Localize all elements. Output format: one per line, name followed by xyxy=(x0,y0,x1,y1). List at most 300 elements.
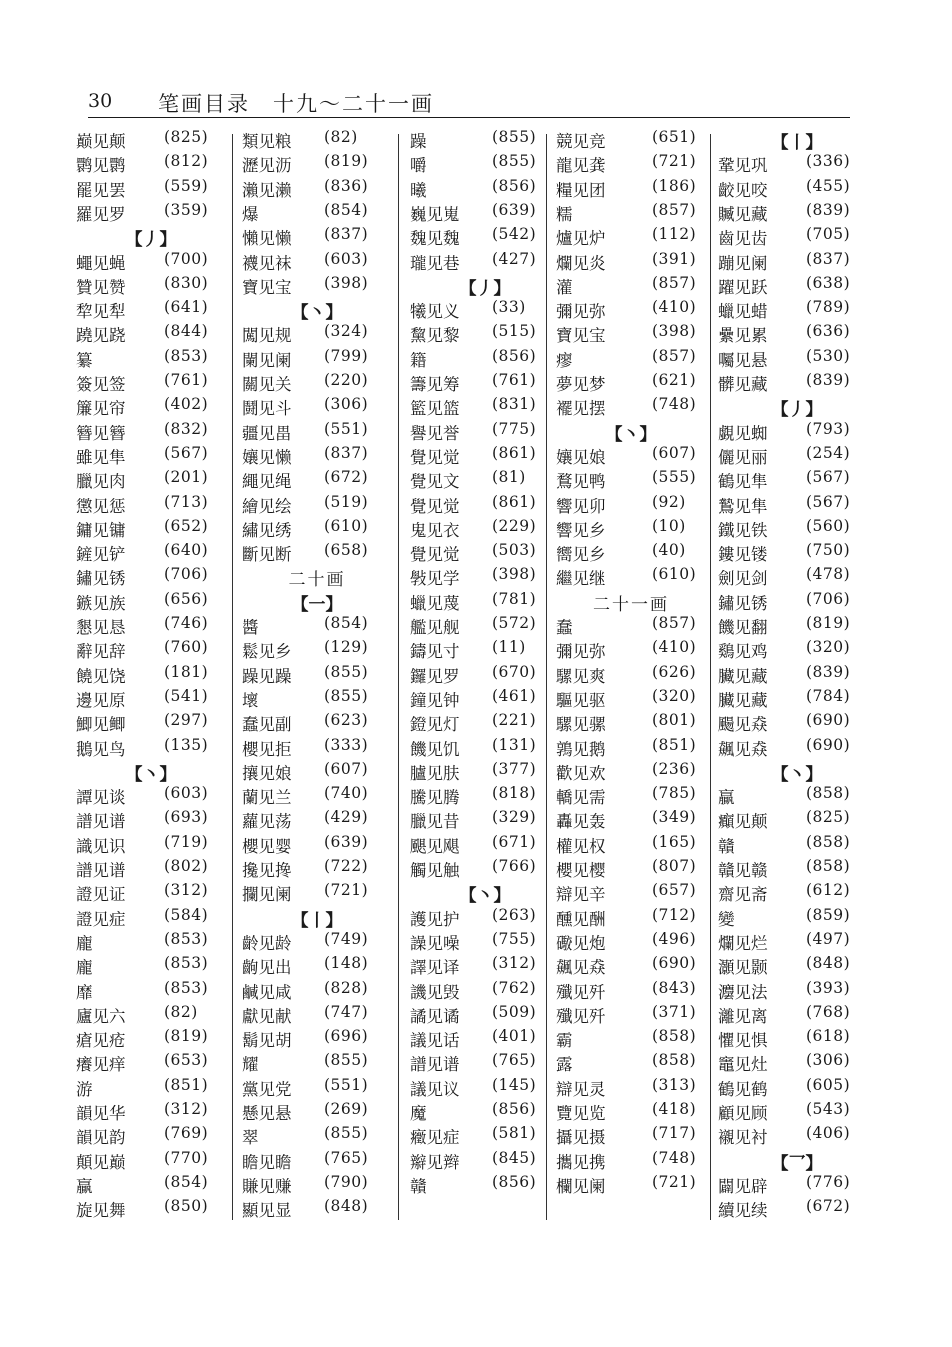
entry-page-ref: (857) xyxy=(652,273,697,292)
entry-term: 蠢见副 xyxy=(242,715,292,735)
index-entry xyxy=(410,906,560,930)
column-divider xyxy=(232,134,233,1220)
entry-term: 灌 xyxy=(556,277,573,297)
index-entry xyxy=(242,857,392,881)
entry-term: 賺见赚 xyxy=(242,1176,292,1196)
index-entry xyxy=(410,152,560,176)
entry-term: 魏见魏 xyxy=(410,229,460,249)
entry-term: 覽见览 xyxy=(556,1104,606,1123)
entry-page-ref: (135) xyxy=(164,735,209,754)
entry-page-ref: (858) xyxy=(652,1051,697,1070)
entry-page-ref: (496) xyxy=(652,929,697,948)
index-entry xyxy=(76,152,226,176)
entry-page-ref: (306) xyxy=(324,395,369,414)
entry-term: 贓见藏 xyxy=(718,204,768,224)
index-entry xyxy=(556,1100,706,1124)
index-entry xyxy=(76,687,226,711)
entry-term: 鞏见巩 xyxy=(718,156,768,176)
entry-term: 譽见誉 xyxy=(410,423,460,443)
entry-page-ref: (828) xyxy=(324,978,369,997)
entry-page-ref: (509) xyxy=(492,1002,537,1021)
stroke-section-heading: 【丶】 xyxy=(291,303,343,324)
index-entry xyxy=(718,225,876,249)
index-entry xyxy=(556,493,706,517)
entry-term: 巅见颠 xyxy=(76,132,126,151)
entry-term: 證见症 xyxy=(76,909,126,929)
entry-page-ref: (653) xyxy=(164,1051,209,1070)
entry-term: 饑见翻 xyxy=(718,618,768,637)
entry-term: 蘭见兰 xyxy=(242,788,292,808)
entry-page-ref: (853) xyxy=(164,929,209,948)
entry-page-ref: (854) xyxy=(324,614,369,632)
entry-page-ref: (371) xyxy=(652,1002,697,1021)
index-entry xyxy=(76,614,226,638)
entry-term: 贏 xyxy=(718,788,735,808)
entry-page-ref: (858) xyxy=(806,784,851,803)
entry-term: 齋见斋 xyxy=(718,885,768,905)
index-entry xyxy=(410,1003,560,1027)
entry-page-ref: (746) xyxy=(164,614,209,632)
entry-term: 闖见规 xyxy=(242,326,292,346)
entry-page-ref: (861) xyxy=(492,443,537,462)
index-entry xyxy=(242,808,392,832)
entry-term: 瀝见沥 xyxy=(242,156,292,176)
entry-page-ref: (567) xyxy=(806,468,851,487)
entry-term: 響见卯 xyxy=(556,496,606,516)
entry-term: 孃见懒 xyxy=(242,447,292,467)
entry-page-ref: (848) xyxy=(806,954,851,973)
entry-term: 纂 xyxy=(76,350,93,370)
entry-term: 蠟见蜡 xyxy=(718,302,768,322)
entry-term: 顛见巅 xyxy=(76,1152,126,1172)
index-entry xyxy=(242,614,392,638)
entry-term: 翠 xyxy=(242,1128,259,1148)
index-entry xyxy=(718,201,876,225)
entry-page-ref: (766) xyxy=(492,857,537,875)
entry-page-ref: (610) xyxy=(652,565,697,584)
index-entry xyxy=(718,1051,876,1075)
entry-page-ref: (636) xyxy=(806,322,851,341)
index-entry xyxy=(410,347,560,371)
entry-term: 廬见六 xyxy=(76,1006,126,1026)
entry-page-ref: (560) xyxy=(806,516,851,535)
index-entry xyxy=(718,152,876,176)
index-entry xyxy=(556,128,706,152)
index-entry xyxy=(718,1100,876,1124)
index-entry xyxy=(242,541,392,565)
entry-page-ref: (799) xyxy=(324,346,369,365)
entry-term: 躁 xyxy=(410,132,427,151)
index-entry xyxy=(556,250,706,274)
index-entry xyxy=(76,1124,226,1148)
index-entry xyxy=(76,1003,226,1027)
entry-term: 顧见顾 xyxy=(718,1104,768,1123)
entry-page-ref: (801) xyxy=(652,711,697,730)
index-entry xyxy=(410,565,560,589)
entry-term: 籍 xyxy=(410,350,427,370)
entry-page-ref: (755) xyxy=(492,929,537,948)
entry-term: 疆见畕 xyxy=(242,423,292,443)
entry-page-ref: (719) xyxy=(164,832,209,851)
stroke-section-heading: 【丨】 xyxy=(291,910,343,931)
entry-page-ref: (638) xyxy=(806,273,851,292)
entry-page-ref: (639) xyxy=(324,832,369,851)
index-entry xyxy=(242,444,392,468)
entry-term: 鑼见罗 xyxy=(410,666,460,686)
index-entry xyxy=(410,1124,560,1148)
entry-term: 糯 xyxy=(556,204,573,224)
entry-page-ref: (11) xyxy=(492,638,526,657)
index-entry xyxy=(410,808,560,832)
index-entry xyxy=(718,250,876,274)
index-entry xyxy=(410,930,560,954)
index-entry xyxy=(718,1173,876,1197)
entry-page-ref: (722) xyxy=(324,857,369,875)
index-entry xyxy=(242,468,392,492)
index-entry xyxy=(76,930,226,954)
entry-term: 闌见阑 xyxy=(242,350,292,370)
entry-page-ref: (543) xyxy=(806,1100,851,1118)
index-entry xyxy=(410,1027,560,1051)
stroke-section-heading: 【丿】 xyxy=(771,400,823,421)
entry-page-ref: (607) xyxy=(652,443,697,462)
entry-page-ref: (850) xyxy=(164,1197,209,1216)
index-entry xyxy=(410,395,560,419)
entry-page-ref: (33) xyxy=(492,298,526,317)
entry-page-ref: (503) xyxy=(492,541,537,560)
index-entry xyxy=(718,1076,876,1100)
entry-term: 護见护 xyxy=(410,909,460,929)
index-entry xyxy=(76,906,226,930)
index-entry xyxy=(242,517,392,541)
index-entry xyxy=(410,177,560,201)
entry-term: 艦见舰 xyxy=(410,618,460,637)
index-entry xyxy=(718,322,876,346)
entry-page-ref: (858) xyxy=(652,1027,697,1046)
entry-term: 斷见断 xyxy=(242,545,292,565)
entry-term: 覺见文 xyxy=(410,472,460,492)
index-entry xyxy=(242,979,392,1003)
entry-term: 饒见饶 xyxy=(76,666,126,686)
page-header xyxy=(88,86,850,120)
entry-page-ref: (747) xyxy=(324,1002,369,1021)
entry-term: 贊见赞 xyxy=(76,277,126,297)
entry-term: 簾见帘 xyxy=(76,399,126,419)
index-entry xyxy=(718,590,876,614)
index-entry xyxy=(718,833,876,857)
entry-term: 彌见弥 xyxy=(556,302,606,322)
entry-term: 鶩见鸭 xyxy=(556,472,606,492)
entry-page-ref: (793) xyxy=(806,419,851,438)
entry-page-ref: (393) xyxy=(806,978,851,997)
entry-page-ref: (612) xyxy=(806,881,851,900)
entry-page-ref: (349) xyxy=(652,808,697,827)
entry-term: 灋见法 xyxy=(718,982,768,1002)
entry-term: 贛 xyxy=(410,1176,427,1196)
entry-term: 灝见颢 xyxy=(718,958,768,978)
index-entry xyxy=(718,1124,876,1148)
entry-page-ref: (555) xyxy=(652,468,697,487)
entry-page-ref: (603) xyxy=(164,784,209,803)
entry-page-ref: (186) xyxy=(652,176,697,195)
entry-page-ref: (269) xyxy=(324,1100,369,1118)
entry-page-ref: (651) xyxy=(652,128,697,146)
entry-page-ref: (263) xyxy=(492,905,537,924)
entry-term: 響见乡 xyxy=(556,520,606,540)
entry-page-ref: (657) xyxy=(652,881,697,900)
index-entry xyxy=(718,663,876,687)
entry-term: 騾见骡 xyxy=(556,715,606,735)
index-entry xyxy=(242,1051,392,1075)
entry-term: 繡见绣 xyxy=(242,520,292,540)
index-entry xyxy=(410,1100,560,1124)
stroke-section-heading: 【丶】 xyxy=(605,424,657,445)
entry-page-ref: (769) xyxy=(164,1124,209,1143)
entry-term: 譜见谱 xyxy=(76,812,126,832)
entry-page-ref: (837) xyxy=(324,443,369,462)
entry-term: 譟见噪 xyxy=(410,933,460,953)
index-entry xyxy=(556,347,706,371)
entry-page-ref: (398) xyxy=(652,322,697,341)
entry-term: 鏽见锈 xyxy=(718,593,768,613)
entry-page-ref: (762) xyxy=(492,978,537,997)
index-entry xyxy=(556,736,706,760)
index-entry xyxy=(76,1027,226,1051)
entry-term: 覷见蜘 xyxy=(718,423,768,443)
index-entry xyxy=(556,1051,706,1075)
entry-term: 黧见黎 xyxy=(410,326,460,346)
entry-term: 辯见灵 xyxy=(556,1079,606,1099)
index-entry xyxy=(410,590,560,614)
entry-page-ref: (201) xyxy=(164,468,209,487)
entry-page-ref: (559) xyxy=(164,176,209,195)
index-entry xyxy=(242,784,392,808)
entry-page-ref: (418) xyxy=(652,1100,697,1118)
entry-page-ref: (856) xyxy=(492,346,537,365)
entry-term: 魔 xyxy=(410,1104,427,1123)
index-entry xyxy=(242,371,392,395)
entry-page-ref: (623) xyxy=(324,711,369,730)
entry-term: 變 xyxy=(718,909,735,929)
index-entry xyxy=(556,371,706,395)
entry-page-ref: (670) xyxy=(492,662,537,681)
entry-term: 犂见犁 xyxy=(76,302,126,322)
entry-page-ref: (839) xyxy=(806,200,851,219)
entry-term: 覺见觉 xyxy=(410,447,460,467)
entry-page-ref: (693) xyxy=(164,808,209,827)
entry-term: 瓏见巷 xyxy=(410,253,460,273)
entry-page-ref: (312) xyxy=(164,1100,209,1118)
entry-term: 歡见欢 xyxy=(556,763,606,783)
stroke-section-heading: 【丨】 xyxy=(771,133,823,153)
entry-page-ref: (781) xyxy=(492,589,537,608)
entry-term: 齣见出 xyxy=(242,958,292,978)
entry-page-ref: (775) xyxy=(492,419,537,438)
index-entry xyxy=(76,638,226,662)
entry-term: 攝见摄 xyxy=(556,1128,606,1148)
entry-page-ref: (584) xyxy=(164,905,209,924)
index-entry xyxy=(556,201,706,225)
index-entry xyxy=(76,128,226,152)
entry-term: 爛见炎 xyxy=(556,253,606,273)
entry-term: 鏃见族 xyxy=(76,593,126,613)
index-entry xyxy=(410,638,560,662)
entry-term: 覺见觉 xyxy=(410,496,460,516)
index-entry xyxy=(556,152,706,176)
entry-page-ref: (845) xyxy=(492,1148,537,1167)
index-entry xyxy=(718,565,876,589)
entry-term: 蠅见蝇 xyxy=(76,253,126,273)
entry-page-ref: (839) xyxy=(806,662,851,681)
entry-term: 礮见炮 xyxy=(556,933,606,953)
entry-term: 櫻见拒 xyxy=(242,739,292,759)
entry-page-ref: (497) xyxy=(806,929,851,948)
entry-page-ref: (333) xyxy=(324,735,369,754)
entry-term: 犧见义 xyxy=(410,302,460,322)
stroke-section-heading: 【丿】 xyxy=(459,278,511,299)
entry-page-ref: (672) xyxy=(324,468,369,487)
entry-page-ref: (717) xyxy=(652,1124,697,1143)
entry-term: 鏟见铲 xyxy=(76,545,126,565)
stroke-section-heading: 【乛】 xyxy=(771,1153,823,1174)
column-divider xyxy=(398,134,399,1220)
entry-term: 曦 xyxy=(410,180,427,200)
index-entry xyxy=(556,1027,706,1051)
entry-term: 羅见罗 xyxy=(76,204,126,224)
index-entry xyxy=(76,590,226,614)
entry-page-ref: (785) xyxy=(652,784,697,803)
entry-page-ref: (740) xyxy=(324,784,369,803)
entry-page-ref: (672) xyxy=(806,1197,851,1216)
index-entry xyxy=(718,614,876,638)
index-entry xyxy=(76,1149,226,1173)
entry-page-ref: (784) xyxy=(806,686,851,705)
entry-page-ref: (748) xyxy=(652,395,697,414)
entry-page-ref: (671) xyxy=(492,832,537,851)
entry-page-ref: (461) xyxy=(492,686,537,705)
entry-page-ref: (551) xyxy=(324,419,369,438)
entry-term: 鐘见钟 xyxy=(410,690,460,710)
entry-page-ref: (572) xyxy=(492,614,537,632)
entry-term: 耀 xyxy=(242,1055,259,1075)
index-entry xyxy=(242,954,392,978)
entry-page-ref: (789) xyxy=(806,298,851,317)
entry-term: 巍见嵬 xyxy=(410,204,460,224)
entry-term: 癥见症 xyxy=(410,1128,460,1148)
entry-term: 攘见娘 xyxy=(242,763,292,783)
entry-term: 霸 xyxy=(556,1031,573,1051)
index-entry xyxy=(76,954,226,978)
index-entry xyxy=(242,1027,392,1051)
entry-term: 贏 xyxy=(76,1176,93,1196)
entry-term: 游 xyxy=(76,1079,93,1099)
entry-term: 繪见绘 xyxy=(242,496,292,516)
entry-page-ref: (329) xyxy=(492,808,537,827)
index-entry xyxy=(410,1173,560,1197)
entry-page-ref: (770) xyxy=(164,1148,209,1167)
entry-page-ref: (401) xyxy=(492,1027,537,1046)
entry-term: 懇见恳 xyxy=(76,618,126,637)
entry-term: 臟见藏 xyxy=(718,690,768,710)
index-entry xyxy=(76,881,226,905)
entry-page-ref: (410) xyxy=(652,298,697,317)
index-entry xyxy=(556,857,706,881)
entry-term: 龐 xyxy=(76,958,93,978)
index-entry xyxy=(242,881,392,905)
entry-page-ref: (830) xyxy=(164,273,209,292)
entry-page-ref: (377) xyxy=(492,759,537,778)
index-entry xyxy=(718,420,876,444)
entry-page-ref: (855) xyxy=(324,1124,369,1143)
index-entry xyxy=(76,1197,226,1221)
entry-page-ref: (406) xyxy=(806,1124,851,1143)
entry-term: 贛 xyxy=(718,836,735,856)
entry-term: 癢见痒 xyxy=(76,1055,126,1075)
entry-page-ref: (10) xyxy=(652,516,686,535)
index-entry xyxy=(718,857,876,881)
entry-page-ref: (621) xyxy=(652,371,697,389)
index-entry xyxy=(76,979,226,1003)
index-entry xyxy=(242,736,392,760)
entry-page-ref: (859) xyxy=(806,905,851,924)
entry-page-ref: (858) xyxy=(806,857,851,875)
index-entry xyxy=(242,322,392,346)
index-entry xyxy=(410,468,560,492)
entry-page-ref: (706) xyxy=(806,589,851,608)
index-columns xyxy=(70,128,880,1228)
stroke-count-heading: 二十一画 xyxy=(593,594,669,615)
entry-term: 譏见毁 xyxy=(410,982,460,1002)
entry-term: 襪见袜 xyxy=(242,253,292,273)
entry-page-ref: (848) xyxy=(324,1197,369,1216)
entry-term: 邊见原 xyxy=(76,690,126,710)
entry-page-ref: (652) xyxy=(164,516,209,535)
entry-page-ref: (320) xyxy=(652,686,697,705)
index-entry xyxy=(242,1173,392,1197)
index-entry xyxy=(718,687,876,711)
entry-term: 驅见驱 xyxy=(556,690,606,710)
entry-page-ref: (112) xyxy=(652,225,697,244)
index-entry xyxy=(718,906,876,930)
entry-term: 颶见飓 xyxy=(410,836,460,856)
index-entry xyxy=(556,468,706,492)
entry-term: 鏤见镂 xyxy=(718,545,768,565)
index-entry xyxy=(556,614,706,638)
index-entry xyxy=(556,322,706,346)
entry-page-ref: (819) xyxy=(164,1027,209,1046)
index-entry xyxy=(242,347,392,371)
index-entry xyxy=(718,808,876,832)
entry-term: 飆见猋 xyxy=(718,739,768,759)
entry-term: 黨见党 xyxy=(242,1079,292,1099)
index-entry xyxy=(242,177,392,201)
entry-page-ref: (855) xyxy=(324,1051,369,1070)
index-entry xyxy=(76,711,226,735)
entry-page-ref: (640) xyxy=(164,541,209,560)
index-entry xyxy=(556,274,706,298)
entry-term: 鶴见隼 xyxy=(718,472,768,492)
entry-term: 韻见华 xyxy=(76,1104,126,1123)
entry-page-ref: (254) xyxy=(806,443,851,462)
entry-term: 儷见丽 xyxy=(718,447,768,467)
entry-page-ref: (713) xyxy=(164,492,209,511)
entry-term: 瘡见疮 xyxy=(76,1031,126,1051)
index-entry xyxy=(242,395,392,419)
entry-term: 夢见梦 xyxy=(556,375,606,394)
index-entry xyxy=(242,1197,392,1221)
index-entry xyxy=(242,833,392,857)
index-entry xyxy=(242,201,392,225)
